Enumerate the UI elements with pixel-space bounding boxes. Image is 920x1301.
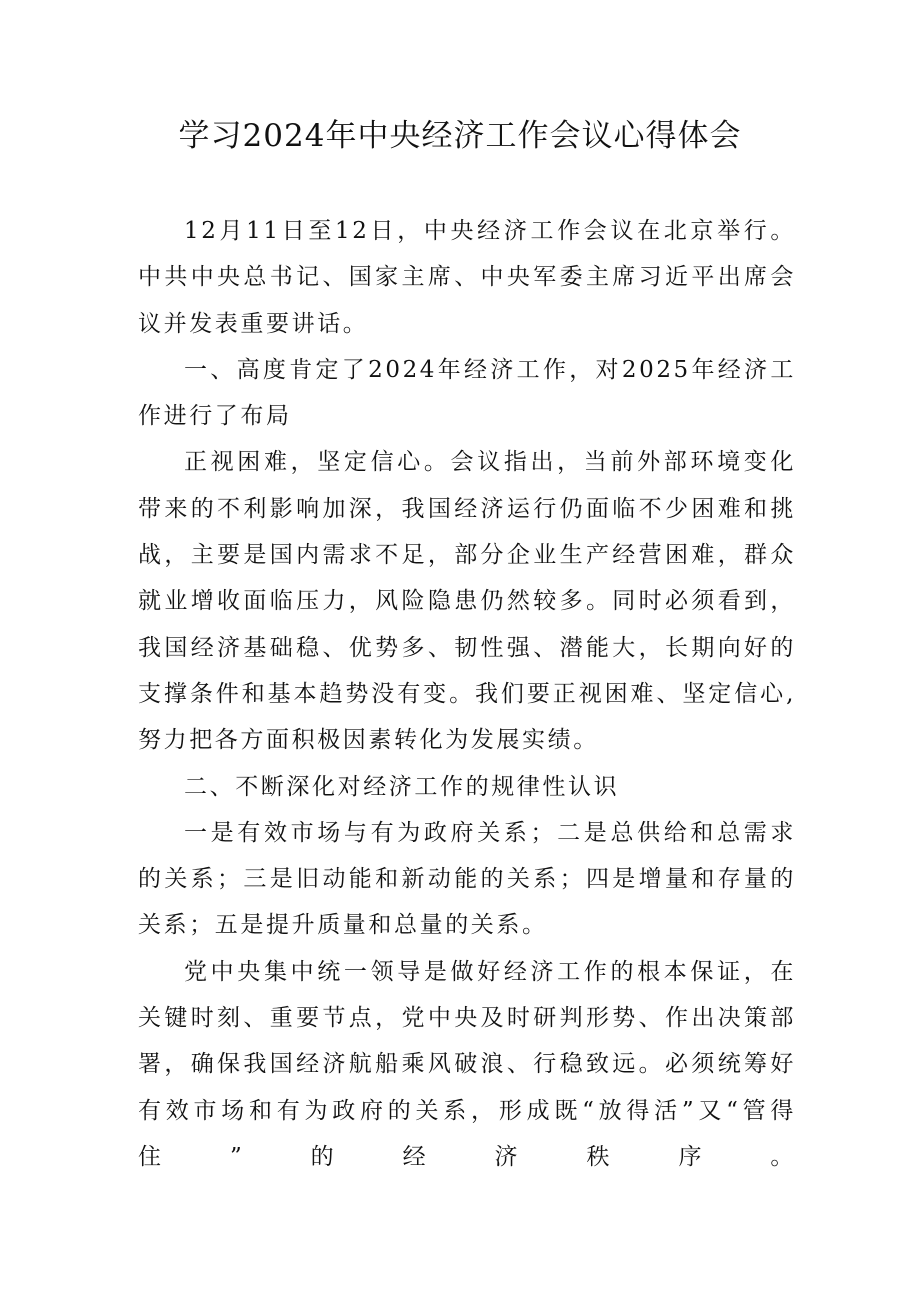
paragraph-party-leadership: 党中央集中统一领导是做好经济工作的根本保证，在关键时刻、重要节点，党中央及时研判形势、作出决策部署，确保我国经济航船乘风破浪、行稳致远。必须统筹好有效市场和有为政府的关系，形成既“放得活”又“管得住”的经济秩序。 (138, 958, 796, 1170)
paragraph-five-relationships: 一是有效市场与有为政府关系；二是总供给和总需求的关系；三是旧动能和新动能的关系；四是增量和存量的关系；五是提升质量和总量的关系。 (138, 819, 796, 939)
heading-section-one: 一、高度肯定了2024年经济工作，对2025年经济工作进行了布局 (138, 356, 796, 430)
heading-section-two: 二、不断深化对经济工作的规律性认识 (184, 773, 620, 800)
paragraph-face-difficulties: 正视困难，坚定信心。会议指出，当前外部环境变化带来的不利影响加深，我国经济运行仍面临不少困难和挑战，主要是国内需求不足，部分企业生产经营困难，群众就业增收面临压力，风险隐患仍然较多。同时必须看到，我国经济基础稳、优势多、韧性强、潜能大，长期向好的支撑条件和基本趋势没有变。我们要正视困难、坚定信心,努力把各方面积极因素转化为发展实绩。 (138, 449, 796, 754)
paragraph-meeting-intro: 12月11日至12日，中央经济工作会议在北京举行。中共中央总书记、国家主席、中央军委主席习近平出席会议并发表重要讲话。 (138, 218, 796, 337)
document-title: 学习2024年中央经济工作会议心得体会 (178, 118, 742, 154)
document-body (138, 208, 796, 1180)
